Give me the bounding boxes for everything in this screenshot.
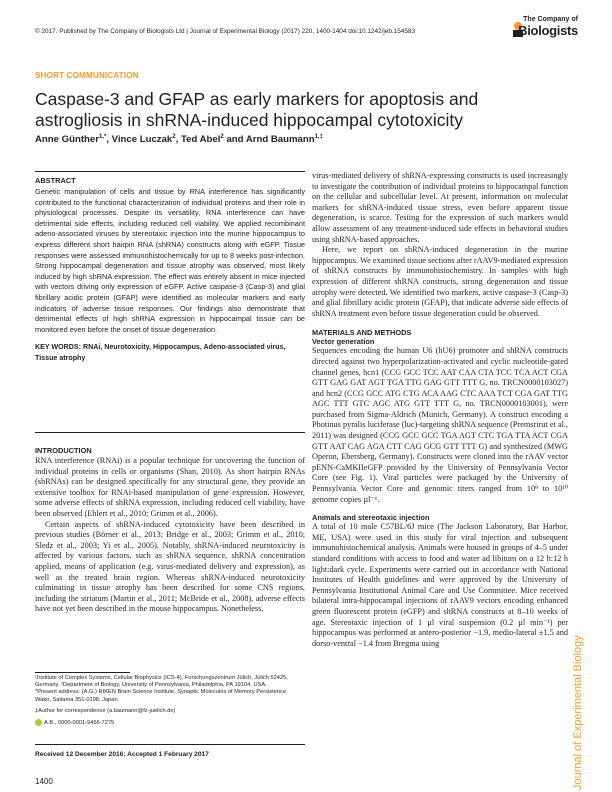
intro-paragraph-2: Certain aspects of shRNA-induced cytotoxicity have been described in previous studies (Börner et al., 2013; Bridge et al., 2003; Grimm et al., 2010; Sledz et al., 2003; Yi et al., 2005). Notably, shRNA-induced neurotoxicity is affected by various factors, such as shRNA sequence, shRNA concentration applied, means of application (e.g. virus-mediated delivery and expression), as well as the treated brain region. Whereas shRNA-induced neurotoxicity culminating in tissue atrophy has been described for some CNS regions, including the striatum (Martin et al., 2011; McBride et al., 2008), adverse effects have not yet been described in the mouse hippocampus. Nonetheless, xyxy=(35,519,305,614)
right-column xyxy=(312,171,568,649)
right-paragraph-1: virus-mediated delivery of shRNA-expressing constructs is used increasingly to investigate the contribution of individual proteins to hippocampal function on the cellular and subcellular level. At present, information on molecular markers for shRNA-induced tissue stress, even before apparent tissue degeneration, is scarce. Testing for the expression of such markers would allow assessment of any treatment-induced side effects in behavioral studies using shRNA-based approaches. xyxy=(312,171,568,244)
journal-sidebar xyxy=(572,560,586,790)
page-number: 1400 xyxy=(35,777,53,786)
author-affiliation: 2 xyxy=(220,134,224,140)
author-affiliation: 1,* xyxy=(98,134,107,140)
orcid-id[interactable]: A.B., 0000-0001-9456-7275 xyxy=(44,720,115,727)
abstract-bottom-rule xyxy=(35,432,305,433)
author-name: Arnd Baumann xyxy=(245,134,315,146)
publisher-logo[interactable] xyxy=(510,14,580,42)
logo-text-line1: The Company of xyxy=(523,16,578,23)
author-affiliation: 1,‡ xyxy=(314,134,323,140)
vector-generation-text: Sequences encoding the human U6 (hU6) promoter and shRNA constructs directed against two hyperpolarization-activated and cyclic nucleotide-gated channel genes, hcn1 (CCG GCC TCC AAT CAA CTA TCC TCA ACT CGA GTT GAG GAT AGT TGA TTG GAG GTT TTT G, no. TRCN0000103027) and hcn2 (CCG GCC ATG CTG ACA AAG CTC AAA TCT CGA GAT TTG AGC TTT GTC AGC ATG GTT TTT G, no. TRCN0000103001), were purchased from Sigma-Aldrich (Munich, Germany). A construct encoding a Photinus pyralis luciferase (luc)-targeting shRNA sequence (Premsrirut et al., 2011) was designed (CCG GCC GCC TGA AGT CTC TGA TTA ACT CGA GTT AAT CAG AGA CTT CAG GCG GTT TTT G) and synthesized (MWG Operon, Ebersberg, Germany). Constructs were cloned into the rAAV vector pENN-CaMKIIeGFP provided by the University of Pennsylvania Vector Core (see Fig. 1). Viral particles were packaged by the University of Pennsylvania Vector Core and genomic titers ranged from 10⁹ to 10¹⁰ genome copies µl⁻¹. xyxy=(312,346,568,504)
abstract-top-rule xyxy=(35,171,305,172)
keywords: KEY WORDS: RNAi, Neurotoxicity, Hippocampus, Adeno-associated virus, Tissue atrophy xyxy=(35,343,286,362)
footnotes xyxy=(35,675,305,727)
article-title: Caspase-3 and GFAP as early markers for apoptosis and astrogliosis in shRNA-induced hippocampal cytotoxicity xyxy=(35,89,479,130)
author-separator: , xyxy=(175,134,181,146)
orcid-icon[interactable] xyxy=(35,719,42,726)
left-column xyxy=(35,176,305,363)
author-name: Anne Günther xyxy=(35,134,99,146)
author-name: Ted Abel xyxy=(180,134,221,146)
vector-generation-heading: Vector generation xyxy=(312,337,375,347)
animals-text: A total of 10 male C57BL/6J mice (The Jackson Laboratory, Bar Harbor, ME, USA) were used in this study for viral injection and subsequent immunohistochemical analysis. Animals were housed in groups of 4–5 under standard conditions with access to food and water ad libitum on a 12 h:12 h light:dark cycle. Experiments were carried out in accordance with National Institutes of Health guidelines and were approved by the University of Pennsylvania Institutional Animal Care and Use Committee. Mice received bilateral intra-hippocampal injections of rAAV9 vectors encoding enhanced green fluorescent protein (eGFP) and shRNA constructs at 8–10 weeks of age. Stereotaxic injection of 1 µl viral suspension (0.2 µl min⁻¹) per hippocampus was performed at antero-posterior −1.9, medio-lateral ±1.5 and dorso-ventral −1.4 from Bregma using xyxy=(312,522,568,648)
present-address: *Present address: (A.G.) RIKEN Brain Science Institute, Synaptic Molecules of Memory Persistence, Wako, Saitama 351-0198, Japan xyxy=(35,689,288,703)
logo-text-line2: Biologists xyxy=(518,23,578,38)
right-paragraph-2: Here, we report on shRNA-induced degeneration in the murine hippocampus. We examined tissue sections after rAAV9-mediated expression of shRNA constructs by immunohistochemistry. In samples with high expression of different shRNA constructs, strong degeneration and tissue atrophy were detected. We identified two markers, active caspase-3 (Casp-3) and glial fibrillary acidic protein (GFAP), that indicate adverse side effects of shRNA treatment even before tissue degeneration could be observed. xyxy=(312,245,568,318)
received-rule xyxy=(35,744,305,745)
author-affiliation: 2 xyxy=(172,134,176,140)
author-list xyxy=(35,134,323,145)
affiliations: ¹Institute of Complex Systems, Cellular Biophysics (ICS-4), Forschungszentrum Jülich, Jülich 52425, Germany. ²Department of Biology, University of Pennsylvania, Philadelphia, PA 19104, USA. xyxy=(35,675,288,689)
methods-heading: MATERIALS AND METHODS xyxy=(312,328,412,338)
author-conjunction: and xyxy=(226,134,244,146)
received-dates: Received 12 December 2016; Accepted 1 February 2017 xyxy=(35,751,209,758)
journal-sidebar-text: Journal of Experimental Biology xyxy=(572,635,584,790)
correspondence: ‡Author for correspondence (a.baumann@fz-juelich.de) xyxy=(35,707,176,714)
article-type-label: SHORT COMMUNICATION xyxy=(35,71,139,80)
intro-paragraph-1: RNA interference (RNAi) is a popular technique for uncovering the function of individual proteins in cells or organisms (Shan, 2010). As short hairpin RNAs (shRNAs) can be designed specifically for any structural gene, they provide an extensive toolbox for RNAi-based manipulation of gene expression. However, some adverse effects of shRNA expression, including reduced cell viability, have been observed (Ehlert et al., 2010; Grimm et al., 2006). xyxy=(35,456,305,518)
abstract-text: Genetic manipulation of cells and tissue by RNA interference has significantly contributed to the functional characterization of individual proteins and their role in physiological processes. Despite its versatility, RNA interference can have detrimental side effects, including reduced cell viability. We applied recombinant adeno-associated viruses by stereotaxic injection into the murine hippocampus to express different short hairpin RNA (shRNA) constructs along with eGFP. Tissue responses were assessed immunohistochemically for up to 8 weeks post-infection. Strong hippocampal degeneration and tissue atrophy was observed, most likely induced by high shRNA expression. The effect was entirely absent in mice injected with vectors driving only expression of eGFP. Active caspase-3 (Casp-3) and glial fibrillary acidic protein (GFAP) were identified as molecular markers and early indicators of adverse tissue responses. Our findings also demonstrate that detrimental effects of high shRNA expression in hippocampal tissue can be monitored even before the onset of tissue degeneration. xyxy=(35,187,305,334)
author-name: Vince Luczak xyxy=(111,134,173,146)
journal-header-line: © 2017. Published by The Company of Biologists Ltd | Journal of Experimental Biology (2017) 220, 1400-1404 doi:10.1242/jeb.154583 xyxy=(35,28,415,35)
introduction-heading: INTRODUCTION xyxy=(35,446,92,455)
animals-heading: Animals and stereotaxic injection xyxy=(312,513,430,523)
orcid-line xyxy=(35,719,305,727)
footnote-rule xyxy=(35,672,130,673)
author-separator: , xyxy=(106,134,112,146)
abstract-heading: ABSTRACT xyxy=(35,176,76,185)
introduction-section xyxy=(35,446,305,615)
